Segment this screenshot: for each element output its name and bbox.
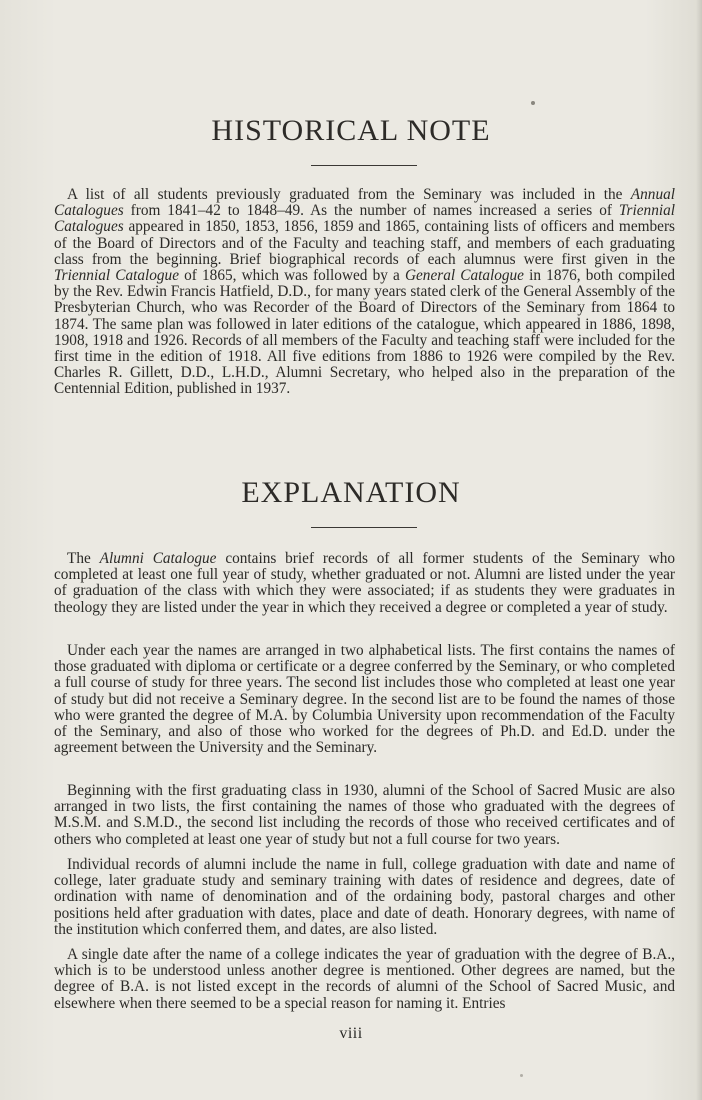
explanation-paragraph-3 — [54, 783, 675, 848]
italic-title-run: General Catalogue — [404, 267, 524, 285]
explanation-heading: EXPLANATION — [241, 476, 461, 509]
text-run: contains brief records of all former students of the Seminary who completed at least one full year of study, whether graduated or not. Alumni are listed under the year of graduation of the class with which they were associated; if as students they were graduates in theology they are listed under the year in which they received a degree or completed a year of study. — [54, 550, 676, 616]
text-run: A single date after the name of a college indicates the year of graduation with the degree of B.A., which is to be understood unless another degree is mentioned. Other degrees are named, but the degree of B.A. is not listed except in the records of alumni of the School of Sacred Music, and elsewhere when there seemed to be a special reason for naming it. Entries — [54, 946, 675, 1012]
heading-rule — [311, 165, 417, 166]
text-run: Beginning with the first graduating class in 1930, alumni of the School of Sacred Music are also arranged in two lists, the first containing the names of those who graduated with the degrees of M.S.M. and S.M.D., the second list including the records of those who received certificates and of others who completed at least one year of study but not a full course for two years. — [54, 782, 675, 848]
paper-speck — [531, 101, 535, 105]
text-run: Individual records of alumni include the name in full, college graduation with date and name of college, later graduate study and seminary training with dates of residence and degrees, date of ordination with name of denomination and of the ordaining body, pastoral charges and other positions held after graduation with dates, place and date of death. Honorary degrees, with name of the institution which conferred them, and dates, are also listed. — [54, 856, 675, 938]
page-number: viii — [339, 1025, 363, 1042]
text-run: A list of all students previously graduated from the Seminary was included in the — [67, 186, 631, 203]
text-run: The — [67, 550, 100, 567]
text-run: Under each year the names are arranged in two alphabetical lists. The first contains the names of those graduated with diploma or certificate or a degree conferred by the Seminary, or who completed a full course of study for three years. The second list includes those who completed at least one year of study but did not receive a Seminary degree. In the second list are to be found the names of those who were granted the degree of M.A. by Columbia University upon recommendation of the Faculty of the Seminary, and also of those who worked for the degrees of Ph.D. and Ed.D. under the agreement between the University and the Seminary. — [54, 642, 675, 757]
explanation-paragraph-1 — [54, 551, 675, 616]
italic-title-run: Annual Catalogues — [54, 186, 675, 220]
historical-note-heading: HISTORICAL NOTE — [211, 114, 491, 147]
italic-title-run: Triennial Catalogue — [54, 267, 179, 285]
paper-speck — [520, 1074, 523, 1077]
explanation-paragraph-2 — [54, 643, 675, 756]
italic-title-run: Alumni Catalogue — [99, 550, 217, 567]
explanation-paragraph-4 — [54, 857, 675, 938]
page-edge-shadow — [696, 0, 702, 1100]
text-run: in 1876, both compiled by the Rev. Edwin Francis Hatfield, D.D., for many years stated clerk of the General Assembly of the Presbyterian Church, who was Recorder of the Board of Directors of the Seminary from 1864 to 1874. The same plan was followed in later editions of the catalogue, which appeared in 1886, 1898, 1908, 1918 and 1926. Records of all members of the Faculty and teaching staff were included for the first time in the edition of 1918. All five editions from 1886 to 1926 were compiled by the Rev. Charles R. Gillett, D.D., L.H.D., Alumni Secretary, who helped also in the preparation of the Centennial Edition, published in 1937. — [54, 267, 676, 398]
heading-rule — [311, 527, 417, 528]
explanation-paragraph-5 — [54, 947, 675, 1012]
historical-note-paragraph — [54, 187, 675, 398]
text-run: appeared in 1850, 1853, 1856, 1859 and 1865, containing lists of officers and members of the Board of Directors and of the Faculty and teaching staff, and members of each graduating class from the beginning. Brief biographical records of each alumnus were first given in the — [54, 218, 675, 268]
text-run: of 1865, which was followed by a — [178, 267, 405, 285]
text-run: from 1841–42 to 1848–49. As the number of names increased a series of — [123, 202, 619, 220]
italic-title-run: Triennial Catalogues — [54, 202, 675, 236]
